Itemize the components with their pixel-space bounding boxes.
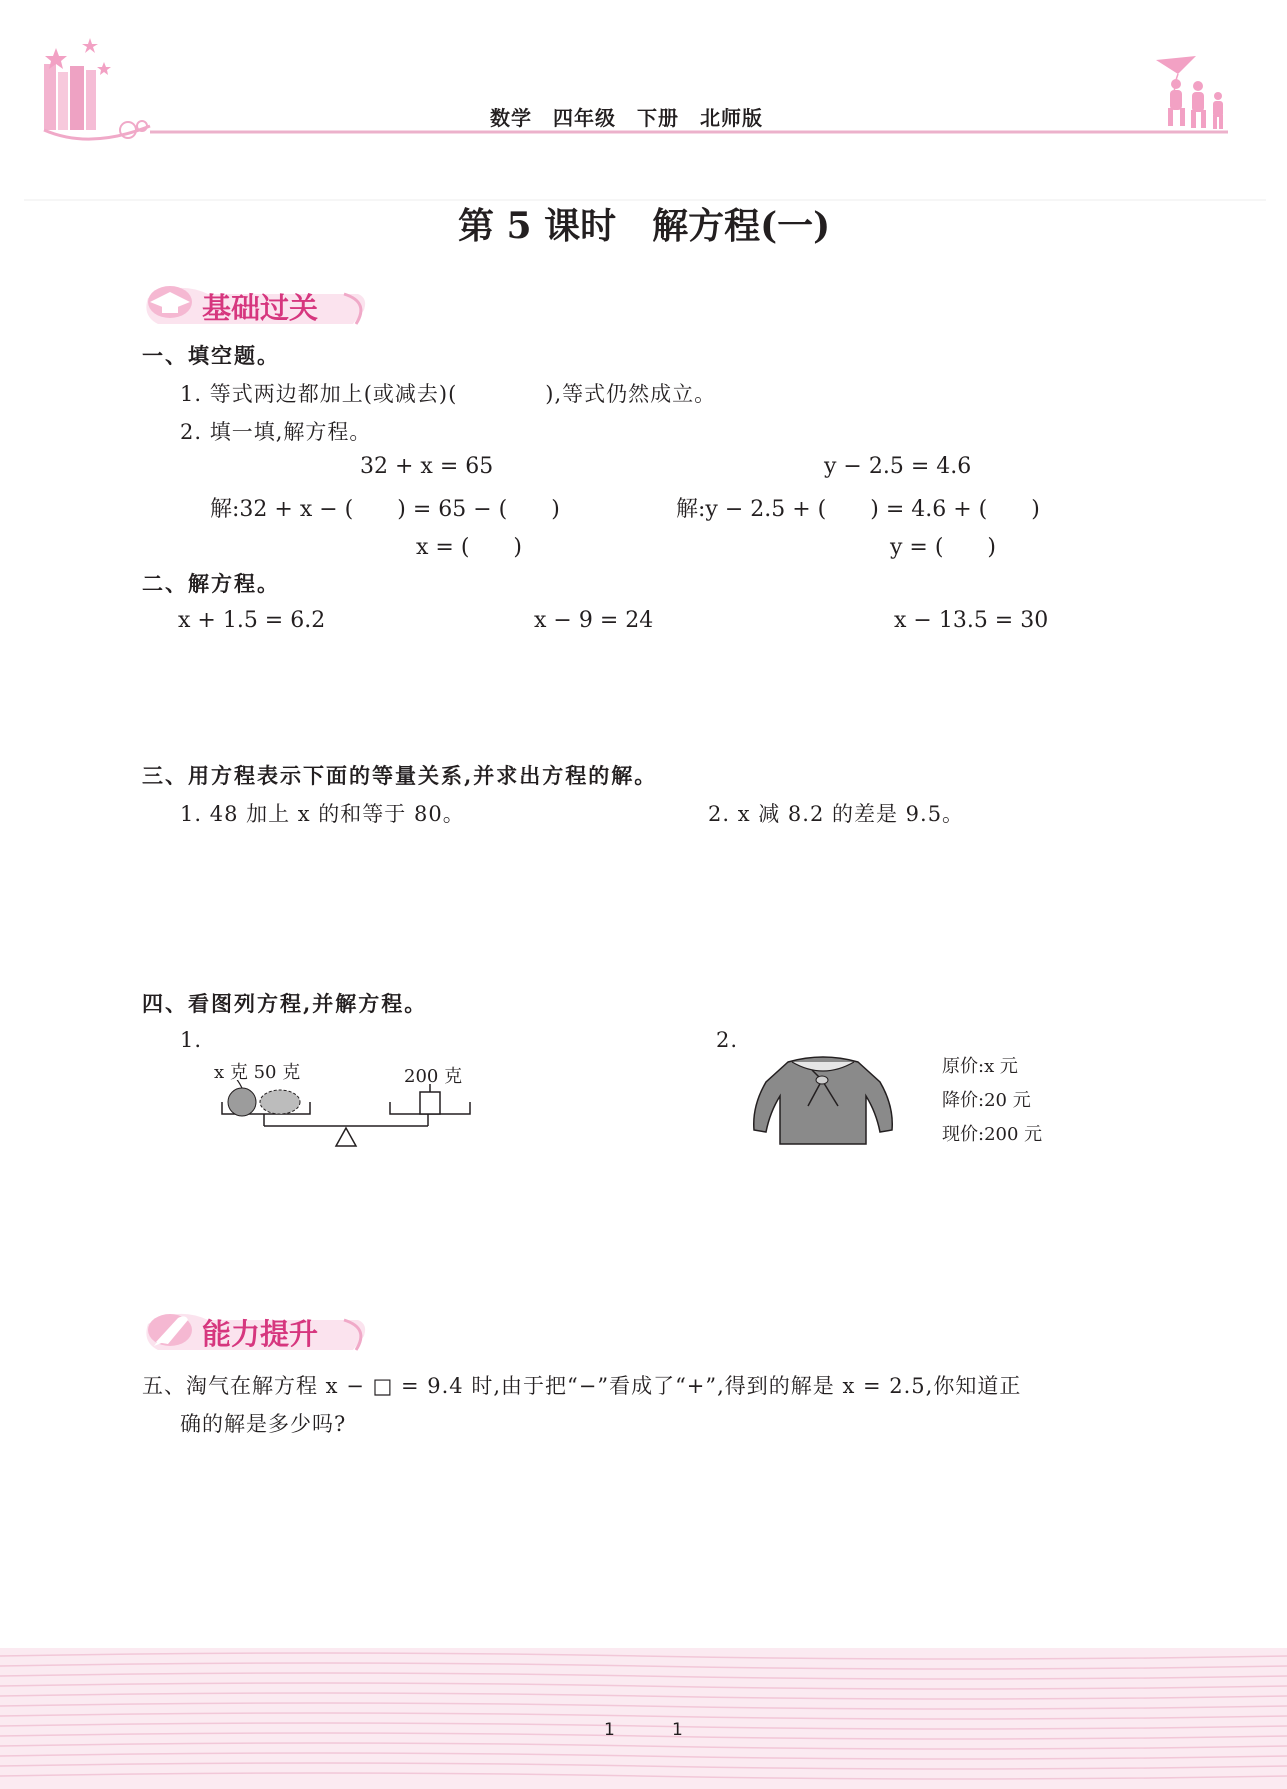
weight-50g-icon xyxy=(260,1090,300,1114)
q1-item2: 2. 填一填,解方程。 xyxy=(180,420,372,444)
fulcrum-icon xyxy=(336,1128,356,1146)
q5-line1: 五、淘气在解方程 x − □ = 9.4 时,由于把“−”看成了“+”,得到的解是 x = 2.5,你知道正 xyxy=(142,1374,1022,1398)
q4-number-1: 1. xyxy=(180,1028,203,1052)
page-number-left: 1 xyxy=(604,1720,615,1740)
page-number-right: 1 xyxy=(672,1720,683,1740)
graduation-cap-icon xyxy=(148,286,192,318)
section-title-basic: 基础过关 xyxy=(202,291,319,325)
books-icon xyxy=(44,64,150,139)
q1-left-equation: 32 + x = 65 xyxy=(360,454,494,479)
q2-equation-1: x + 1.5 = 6.2 xyxy=(178,608,326,633)
price-current: 现价:200 元 xyxy=(942,1124,1043,1145)
q2-equation-3: x − 13.5 = 30 xyxy=(894,608,1049,633)
q3-item1: 1. 48 加上 x 的和等于 80。 xyxy=(180,802,465,826)
children-kite-icon xyxy=(1156,56,1223,129)
apple-icon xyxy=(228,1080,256,1116)
q1-item1: 1. 等式两边都加上(或减去)( ),等式仍然成立。 xyxy=(180,382,717,406)
footer-stripes xyxy=(0,1648,1287,1789)
header-text: 数学 四年级 下册 北师版 xyxy=(490,106,763,130)
scale-right-label: 200 克 xyxy=(404,1066,463,1087)
page-title: 第 5 课时 解方程(一) xyxy=(458,205,831,247)
q1-right-equation: y − 2.5 = 4.6 xyxy=(824,454,972,479)
price-reduction: 降价:20 元 xyxy=(942,1090,1031,1111)
price-original: 原价:x 元 xyxy=(942,1056,1018,1077)
sweater-icon xyxy=(748,1046,898,1148)
q1-right-step: 解:y − 2.5 + ( ) = 4.6 + ( ) xyxy=(676,497,1040,522)
section-title-advanced: 能力提升 xyxy=(202,1317,319,1351)
rocket-icon xyxy=(148,1314,192,1346)
q1-left-result: x = ( ) xyxy=(416,535,522,560)
q5-line2: 确的解是多少吗? xyxy=(180,1412,347,1436)
balance-scale-figure xyxy=(212,1080,482,1152)
q3-item2: 2. x 减 8.2 的差是 9.5。 xyxy=(708,802,965,826)
q2-equation-2: x − 9 = 24 xyxy=(534,608,654,633)
q1-heading: 一、填空题。 xyxy=(142,343,280,368)
q3-heading: 三、用方程表示下面的等量关系,并求出方程的解。 xyxy=(142,763,658,788)
q1-left-step: 解:32 + x − ( ) = 65 − ( ) xyxy=(210,497,560,522)
scale-left-label: x 克 50 克 xyxy=(214,1062,301,1083)
q1-right-result: y = ( ) xyxy=(890,535,997,560)
weight-200g-icon xyxy=(420,1092,440,1114)
q4-heading: 四、看图列方程,并解方程。 xyxy=(142,991,428,1016)
q4-number-2: 2. xyxy=(716,1028,739,1052)
q2-heading: 二、解方程。 xyxy=(142,571,280,596)
